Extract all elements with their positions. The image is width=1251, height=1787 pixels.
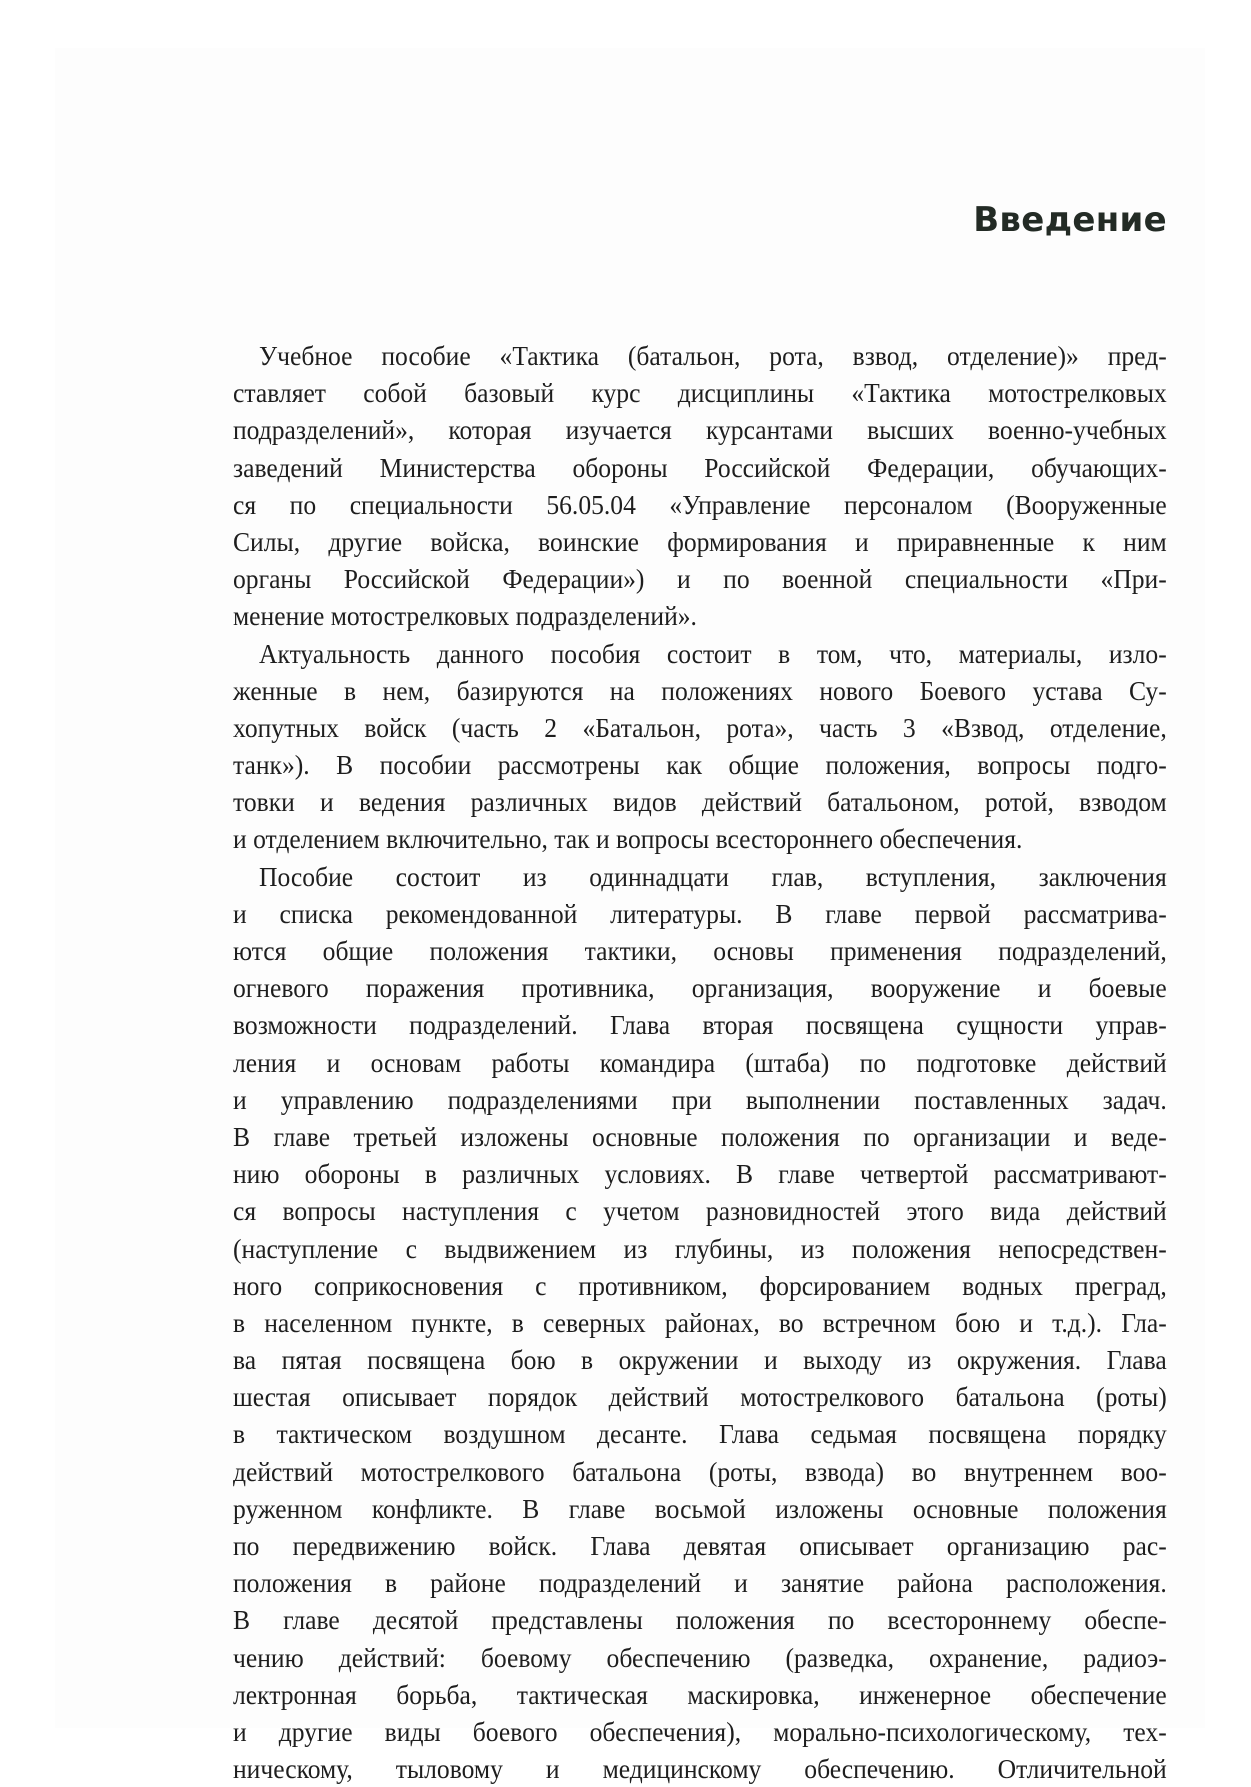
text-line: ся вопросы наступления с учетом разновидностей этого вида действий xyxy=(233,1195,1167,1227)
text-line: в населенном пункте, в северных районах, во встречном бою и т.д.). Гла- xyxy=(233,1306,1167,1338)
document-page xyxy=(55,48,1205,1785)
text-line: Актуальность данного пособия состоит в том, что, материалы, изло- xyxy=(259,637,1167,669)
text-line: нию обороны в различных условиях. В главе четвертой рассматривают- xyxy=(233,1158,1167,1190)
text-line: и другие виды боевого обеспечения), морально-психологическому, тех- xyxy=(233,1715,1167,1747)
text-line: действий мотострелкового батальона (роты, взвода) во внутреннем воо- xyxy=(233,1455,1167,1487)
text-line: положения в районе подразделений и занятие района расположения. xyxy=(233,1567,1167,1599)
text-line: женные в нем, базируются на положениях нового Боевого устава Су- xyxy=(233,674,1167,706)
text-line: В главе третьей изложены основные положения по организации и веде- xyxy=(233,1120,1167,1152)
text-line: Учебное пособие «Тактика (батальон, рота, взвод, отделение)» пред- xyxy=(259,340,1167,371)
text-line: менение мотострелковых подразделений». xyxy=(233,600,697,632)
text-line: лектронная борьба, тактическая маскировка, инженерное обеспечение xyxy=(233,1678,1167,1710)
text-line: и отделением включительно, так и вопросы всестороннего обеспечения. xyxy=(233,823,1023,855)
text-line: шестая описывает порядок действий мотострелкового батальона (роты) xyxy=(233,1381,1167,1413)
text-line: хопутных войск (часть 2 «Батальон, рота», часть 3 «Взвод, отделение, xyxy=(233,711,1167,743)
text-line: Пособие состоит из одиннадцати глав, вступления, заключения xyxy=(259,860,1167,892)
text-line: ставляет собой базовый курс дисциплины «Тактика мотострелковых xyxy=(233,377,1167,409)
text-line: Силы, другие войска, воинские формирования и приравненные к ним xyxy=(233,525,1167,557)
text-line: и списка рекомендованной литературы. В главе первой рассматрива- xyxy=(233,897,1167,929)
text-line: возможности подразделений. Глава вторая посвящена сущности управ- xyxy=(233,1009,1167,1041)
document-body xyxy=(233,337,1167,1787)
text-line: органы Российской Федерации») и по военной специальности «При- xyxy=(233,563,1167,595)
text-line: ного соприкосновения с противником, форсированием водных преград, xyxy=(233,1269,1167,1301)
text-line: подразделений», которая изучается курсантами высших военно-учебных xyxy=(233,414,1167,446)
text-line: ническому, тыловому и медицинскому обеспечению. Отличительной xyxy=(233,1753,1167,1785)
text-line: заведений Министерства обороны Российской Федерации, обучающих- xyxy=(233,451,1167,483)
text-line: ются общие положения тактики, основы применения подразделений, xyxy=(233,935,1167,966)
text-line: руженном конфликте. В главе восьмой изложены основные положения xyxy=(233,1492,1167,1524)
text-line: в тактическом воздушном десанте. Глава седьмая посвящена порядку xyxy=(233,1418,1167,1450)
page-title: Введение xyxy=(973,200,1167,240)
text-line: ва пятая посвящена бою в окружении и выходу из окружения. Глава xyxy=(233,1344,1167,1376)
text-line: танк»). В пособии рассмотрены как общие положения, вопросы подго- xyxy=(233,749,1167,781)
text-line: (наступление с выдвижением из глубины, из положения непосредствен- xyxy=(233,1232,1167,1264)
text-line: и управлению подразделениями при выполнении поставленных задач. xyxy=(233,1083,1167,1115)
text-line: ления и основам работы командира (штаба) по подготовке действий xyxy=(233,1046,1167,1078)
text-line: В главе десятой представлены положения по всестороннему обеспе- xyxy=(233,1604,1167,1636)
text-line: огневого поражения противника, организация, вооружение и боевые xyxy=(233,972,1167,1004)
text-line: товки и ведения различных видов действий батальоном, ротой, взводом xyxy=(233,786,1167,818)
text-line: по передвижению войск. Глава девятая описывает организацию рас- xyxy=(233,1530,1167,1561)
text-line: чению действий: боевому обеспечению (разведка, охранение, радиоэ- xyxy=(233,1641,1167,1673)
text-line: ся по специальности 56.05.04 «Управление персоналом (Вооруженные xyxy=(233,488,1167,520)
